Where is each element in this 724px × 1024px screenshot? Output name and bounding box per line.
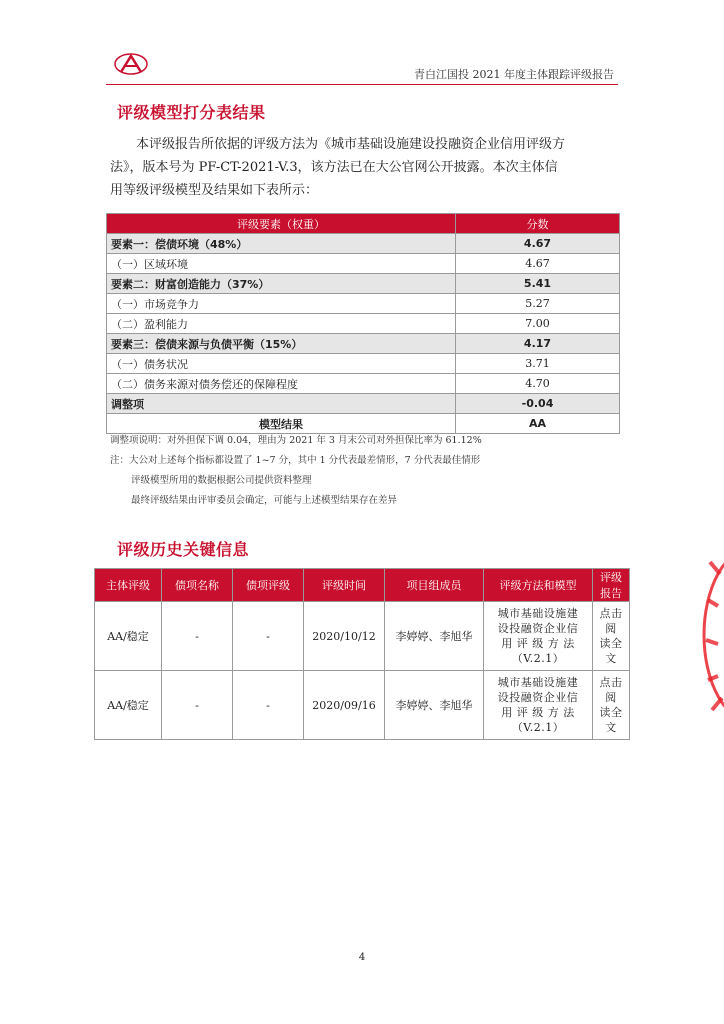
factor-score: 5.27 (456, 294, 620, 314)
model-result-label: 模型结果 (107, 414, 456, 434)
history-table-header (95, 569, 630, 602)
method-line: 城市基础设施建 (497, 607, 579, 620)
table-row (107, 254, 620, 274)
intro-line-2: 法》，版本号为 PF-CT-2021-V.3，该方法已在大公官网公开披露。本次主体信 (110, 160, 558, 175)
score-table-header (107, 214, 620, 234)
method-line: （V.2.1） (511, 721, 565, 734)
report-header-title: 青白江国投 2021 年度主体跟踪评级报告 (414, 68, 614, 81)
method-line: 城市基础设施建 (497, 676, 579, 689)
factor-score: 4.17 (456, 334, 620, 354)
read-full-report-link[interactable] (593, 602, 630, 671)
read-full-report-link[interactable] (593, 671, 630, 740)
bond-rating: - (233, 602, 304, 671)
table-notes (110, 431, 482, 511)
model-result-value: AA (456, 414, 620, 434)
rating-date: 2020/10/12 (304, 602, 385, 671)
header-bond-name: 债项名称 (162, 569, 233, 602)
rating-method (484, 602, 593, 671)
dagong-logo-icon (113, 52, 149, 76)
factor-score: 3.71 (456, 354, 620, 374)
factor-label: （二）盈利能力 (107, 314, 456, 334)
table-row (107, 274, 620, 294)
factor-score: 4.70 (456, 374, 620, 394)
report-link-line[interactable]: 点击阅 (599, 607, 623, 635)
table-row (107, 334, 620, 354)
table-row (107, 314, 620, 334)
header-bond-rating: 债项评级 (233, 569, 304, 602)
factor-label: 调整项 (107, 394, 456, 414)
intro-paragraph (110, 133, 616, 202)
red-seal-stamp-icon (696, 540, 724, 730)
factor-score: -0.04 (456, 394, 620, 414)
table-row (95, 602, 630, 671)
rating-method (484, 671, 593, 740)
table-row (107, 374, 620, 394)
header-rating-report: 评级报告 (593, 569, 630, 602)
team-members: 李婷婷、李旭华 (385, 671, 484, 740)
note-2: 评级模型所用的数据根据公司提供资料整理 (131, 475, 312, 486)
bond-rating: - (233, 671, 304, 740)
method-line: 用 评 级 方 法 (501, 637, 575, 650)
factor-label: 要素二：财富创造能力（37%） (107, 274, 456, 294)
header-entity-rating: 主体评级 (95, 569, 162, 602)
header-factor: 评级要素（权重） (107, 214, 456, 234)
factor-label: （一）市场竞争力 (107, 294, 456, 314)
table-row (107, 234, 620, 254)
factor-label: （一）债务状况 (107, 354, 456, 374)
header-method-model: 评级方法和模型 (484, 569, 593, 602)
table-row (107, 294, 620, 314)
method-line: （V.2.1） (511, 652, 565, 665)
section-title-model-score: 评级模型打分表结果 (117, 103, 266, 122)
intro-line-1: 本评级报告所依据的评级方法为《城市基础设施建设投融资企业信用评级方 (136, 137, 566, 152)
factor-label: 要素一：偿债环境（48%） (107, 234, 456, 254)
factor-score: 7.00 (456, 314, 620, 334)
factor-label: 要素三：偿债来源与负债平衡（15%） (107, 334, 456, 354)
rating-history-table (94, 568, 630, 740)
report-link-line[interactable]: 点击阅 (599, 676, 623, 704)
header-score: 分数 (456, 214, 620, 234)
factor-label: （二）债务来源对债务偿还的保障程度 (107, 374, 456, 394)
report-link-line[interactable]: 读全文 (599, 706, 623, 734)
adjustment-note: 调整项说明：对外担保下调 0.04，理由为 2021 年 3 月末公司对外担保比率为 61.12% (110, 435, 482, 446)
note-3: 最终评级结果由评审委员会确定，可能与上述模型结果存在差异 (131, 495, 398, 506)
bond-name: - (162, 671, 233, 740)
method-line: 设投融资企业信 (497, 691, 579, 704)
factor-score: 5.41 (456, 274, 620, 294)
page-number: 4 (358, 952, 366, 963)
factor-label: （一）区域环境 (107, 254, 456, 274)
team-members: 李婷婷、李旭华 (385, 602, 484, 671)
header-team-members: 项目组成员 (385, 569, 484, 602)
model-score-table (106, 213, 620, 434)
section-title-rating-history: 评级历史关键信息 (117, 540, 250, 559)
table-row (95, 671, 630, 740)
intro-line-3: 用等级评级模型及结果如下表所示： (110, 183, 319, 198)
entity-rating: AA/稳定 (95, 671, 162, 740)
note-1: 注：大公对上述每个指标都设置了 1~7 分，其中 1 分代表最差情形，7 分代表最佳情形 (110, 455, 481, 466)
table-row (107, 354, 620, 374)
factor-score: 4.67 (456, 254, 620, 274)
header-divider (106, 84, 618, 85)
method-line: 设投融资企业信 (497, 622, 579, 635)
entity-rating: AA/稳定 (95, 602, 162, 671)
report-link-line[interactable]: 读全文 (599, 637, 623, 665)
rating-date: 2020/09/16 (304, 671, 385, 740)
table-row (107, 394, 620, 414)
method-line: 用 评 级 方 法 (501, 706, 575, 719)
header-rating-date: 评级时间 (304, 569, 385, 602)
factor-score: 4.67 (456, 234, 620, 254)
bond-name: - (162, 602, 233, 671)
